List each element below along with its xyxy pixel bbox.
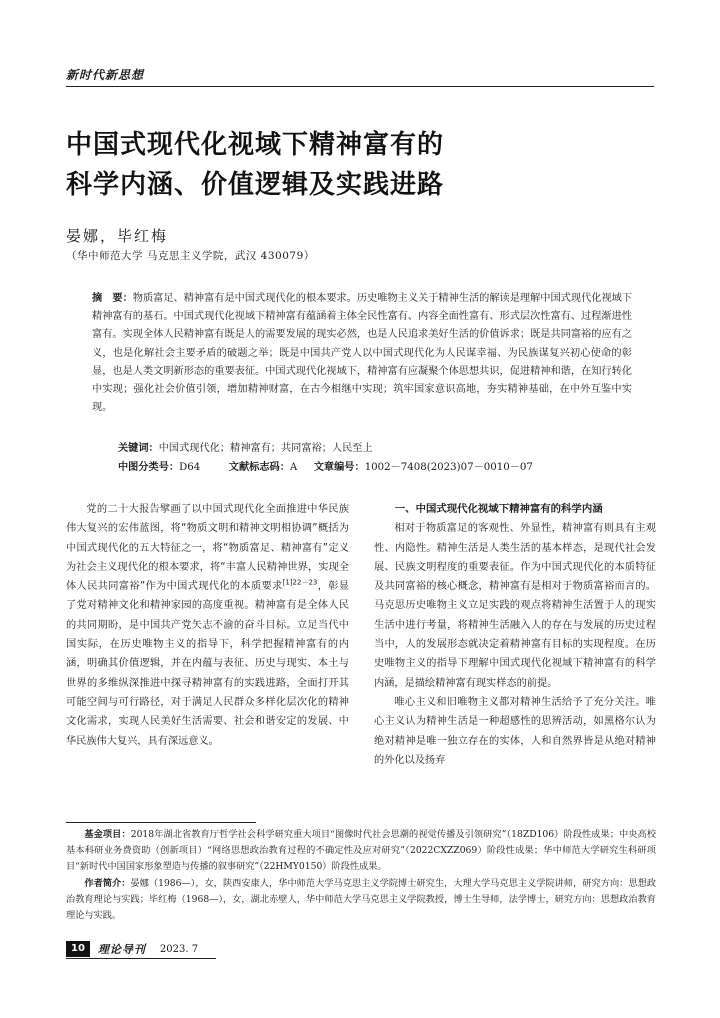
footnote-rule (66, 822, 256, 823)
footnotes (66, 827, 656, 924)
fund-note (66, 827, 656, 876)
section-heading: 一、中国式现代化视域下精神富有的科学内涵 (394, 503, 603, 515)
intro-text-a: 党的二十大报告擘画了以中国式现代化全面推进中华民族伟大复兴的宏伟蓝图，将“物质文明和精神文明相协调”概括为中国式现代化的五大特征之一，将“物质富足、精神富有”定义为社会主义现代化的根本要求，将“丰富人民精神世界，实现全体人民共同富裕”作为中国式现代化的本质要求 (66, 504, 349, 593)
body-paragraph-2: 唯心主义和旧唯物主义都对精神生活给予了充分关注。唯心主义认为精神生活是一种超感性的思辨活动，如黑格尔认为绝对精神是唯一独立存在的实体，人和自然界皆是从绝对精神的外化以及扬弃 (374, 696, 656, 766)
issue-date: 2023. 7 (159, 943, 199, 955)
citation: [1]22－23 (282, 578, 318, 587)
intro-text-b: ，彰显了党对精神文化和精神家园的高度重视。精神富有是全体人民的共同期盼，是中国共产党矢志不渝的奋斗目标。立足当代中国实际，在历史唯物主义的指导下，科学把握精神富有的内涵，明确其价值逻辑，并在内蕴与表征、历史与现实、本土与世界的多维纵深推进中探寻精神富有的实践进路，全面打开其可能空间与可行路径，对于满足人民群众多样化层次化的精神文化需求，实现人民美好生活需要、社会和谐安定的发展、中华民族伟大复兴，具有深远意义。 (66, 581, 350, 747)
body-left-column (66, 500, 349, 751)
journal-name: 理论导刊 (97, 943, 146, 956)
doc-code-value: A (289, 462, 298, 473)
author-text: 晏娜（1986—），女，陕西安康人，华中师范大学马克思主义学院博士研究生，大理大学马克思主义学院讲师，研究方向：思想政治教育理论与实践；毕红梅（1968—），女，湖北赤壁人，华中师范大学马克思主义学院教授，博士生导师，法学博士，研究方向：思想政治教育理论与实践。 (66, 877, 657, 922)
fund-text: 2018年湖北省教育厅哲学社会科学研究重大项目“图像时代社会思潮的视觉传播及引领研究”（18ZD106）阶段性成果；中央高校基本科研业务费资助（创新项目）“网络思想政治教育过程的不确定性及应对研究”（2022CXZZ069）阶段性成果；华中师范大学研究生科研项目“新时代中国国家形象塑造与传播的叙事研究”（22HMY0150）阶段性成果。 (66, 829, 657, 873)
clc-label: 中图分类号： (118, 462, 180, 473)
clc-value: D64 (179, 462, 201, 473)
fund-label: 基金项目： (84, 829, 131, 840)
body-paragraph-1: 相对于物质富足的客观性、外显性，精神富有则具有主观性、内隐性。精神生活是人类生活的基本样态，是现代社会发展、民族文明程度的重要表征。作为中国式现代化的本质特征及共同富裕的核心概念，精神富有是相对于物质富裕而言的。马克思历史唯物主义立足实践的观点将精神生活置于人的现实生活中进行考量，将精神生活融入人的存在与发展的历史过程当中，人的发展形态就决定着精神富有目标的实现程度。在历史唯物主义的指导下理解中国式现代化视域下精神富有的科学内涵，是描绘精神富有现实样态的前提。 (374, 523, 656, 689)
keywords-label: 关键词： (118, 443, 159, 454)
article-number-label: 文章编号： (313, 462, 365, 473)
page-number: 10 (66, 941, 90, 957)
doc-code-label: 文献标志码： (228, 462, 290, 473)
keywords (118, 440, 638, 458)
abstract-label: 摘 要： (92, 293, 133, 304)
abstract (92, 290, 632, 417)
page-footer (66, 941, 198, 957)
keywords-text: 中国式现代化；精神富有；共同富裕；人民至上 (158, 443, 373, 454)
article-title (66, 125, 444, 205)
author-note (66, 876, 656, 925)
article-number-value: 1002－7408(2023)07－0010－07 (364, 462, 533, 473)
section-label: 新时代新思想 (66, 68, 145, 82)
title-line-2: 科学内涵、价值逻辑及实践进路 (66, 170, 445, 200)
abstract-text: 物质富足、精神富有是中国式现代化的根本要求。历史唯物主义关于精神生活的解读是理解中国式现代化视域下精神富有的基石。中国式现代化视域下精神富有蕴涵着主体全民性富有、内容全面性富有、形式层次性富有、过程渐进性富有。实现全体人民精神富有既是人的需要发展的现实必然，也是人民追求美好生活的价值诉求；既是共同富裕的应有之义，也是化解社会主要矛盾的破题之举；既是中国共产党人以中国式现代化为人民谋幸福、为民族谋复兴初心使命的彰显，也是人类文明新形态的重要表征。中国式现代化视域下，精神富有应凝聚个体思想共识，促进精神和谐，在知行转化中实现；强化社会价值引领，增加精神财富，在古今相继中实现；筑牢国家意识高地，夯实精神基础，在中外互鉴中实现。 (92, 293, 633, 414)
classification (118, 459, 638, 477)
authors: 晏娜，毕红梅 (66, 227, 169, 245)
author-label: 作者简介： (84, 877, 131, 889)
header-rule (66, 86, 654, 87)
affiliation: （华中师范大学 马克思主义学院，武汉 430079） (66, 250, 315, 262)
title-line-1: 中国式现代化视域下精神富有的 (66, 130, 445, 160)
intro-paragraph (66, 500, 349, 751)
body-right-column (374, 500, 656, 770)
footer-rule (66, 958, 216, 959)
